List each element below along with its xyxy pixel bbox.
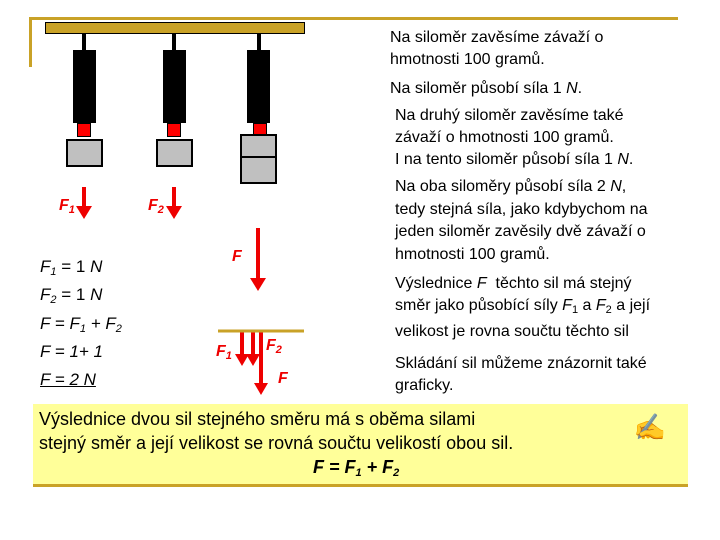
summary-formula: $F = F_1 + F_2$	[313, 457, 400, 479]
summary-box	[33, 404, 688, 484]
summary-line-2: stejný směr a její velikost se rovná součtu velikostí obou sil.	[39, 433, 514, 453]
paragraph-1: Na siloměr zavěsíme závaží o hmotnosti 100 gramů.	[390, 29, 604, 68]
summary-line-1: Výslednice dvou sil stejného směru má s oběma silami	[39, 409, 476, 429]
paragraph-3: Na druhý siloměr zavěsíme také závaží o hmotnosti 100 gramů. I na tento siloměr působí síla 1 N.	[395, 107, 634, 168]
label-f2: $F_2$	[148, 197, 164, 216]
writing-hand-icon: ✍	[633, 412, 666, 442]
paragraph-4: Na oba siloměry působí síla 2 N, tedy stejná síla, jako kdybychom na jeden siloměr zavěsily dvě závaží o hmotnosti 100 gramů.	[395, 178, 648, 263]
label-f2-small: $F_2$	[266, 337, 282, 356]
equation-sum: $F = F_1 + F_2$	[40, 314, 122, 335]
paragraph-6: Skládání sil můžeme znázornit také graficky.	[395, 355, 647, 394]
paragraph-5: Výslednice F těchto sil má stejný směr jako působící síly $F_1$ a $F_2$ a její velikost je rovna součtu těchto sil	[395, 275, 651, 340]
equation-f1: $F_1 = 1$ N	[40, 257, 103, 278]
label-f1: $F_1$	[59, 197, 75, 216]
label-f: F	[232, 248, 242, 265]
equation-values: F = 1+ 1	[40, 342, 104, 361]
equation-result: F = 2 N	[40, 370, 96, 389]
paragraph-2: Na siloměr působí síla 1 N.	[390, 80, 583, 97]
equation-f2: $F_2 = 1$ N	[40, 285, 103, 306]
label-f-result: F	[278, 370, 288, 387]
label-f1-small: $F_1$	[216, 343, 232, 362]
